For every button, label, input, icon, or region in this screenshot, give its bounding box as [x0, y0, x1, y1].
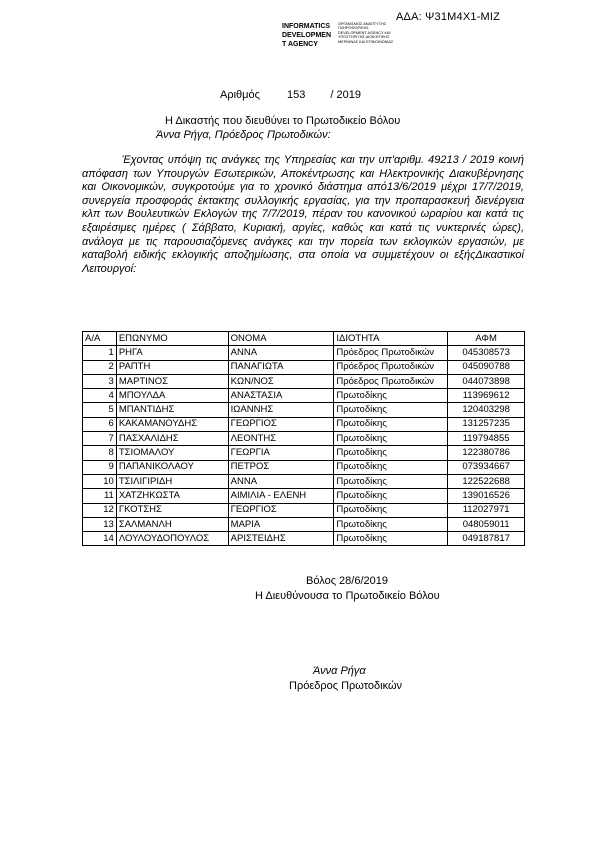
header-surname: ΕΠΩΝΥΜΟ: [116, 332, 228, 346]
cell-afm: 048059011: [448, 517, 525, 531]
cell-surname: ΚΑΚΑΜΑΝΟΥΔΗΣ: [116, 417, 228, 431]
logo-sub-text: ΟΡΓΑΝΙΣΜΟΣ ΑΝΑΠΤΥΞΗΣ ΠΛΗΡΟΦΟΡΙΚΗΣ DEVELOPMENT AGENCY ΚΑΙ ΥΠΟΣΤΗΡΙΞΗΣ ΔΙΟΙΚΗΤΙΚΗΣ ΜΕΡΙΜΝΑΣ ΚΑΙ ΕΠΙΚΟΙΝΩΝΙΑΣ: [338, 22, 394, 44]
cell-afm: 139016526: [448, 489, 525, 503]
cell-surname: ΤΣΙΛΙΓΙΡΙΔΗ: [116, 474, 228, 488]
cell-surname: ΠΑΣΧΑΛΙΔΗΣ: [116, 432, 228, 446]
cell-surname: ΓΚΟΤΣΗΣ: [116, 503, 228, 517]
informatics-development-agency-logo: [282, 22, 402, 58]
table-row: [83, 460, 525, 474]
signature-title: Πρόεδρος Πρωτοδικών: [289, 680, 403, 692]
cell-name: ΙΩΑΝΝΗΣ: [228, 403, 334, 417]
cell-aa: 12: [83, 503, 117, 517]
cell-afm: 113969612: [448, 389, 525, 403]
cell-role: Πρόεδρος Πρωτοδικών: [334, 346, 448, 360]
cell-afm: 044073898: [448, 374, 525, 388]
header-line-2: Άννα Ρήγα, Πρόεδρος Πρωτοδικών:: [156, 129, 331, 141]
table-row: [83, 360, 525, 374]
cell-role: Πρωτοδίκης: [334, 474, 448, 488]
cell-role: Πρωτοδίκης: [334, 460, 448, 474]
cell-afm: 122380786: [448, 446, 525, 460]
cell-aa: 14: [83, 532, 117, 546]
cell-aa: 10: [83, 474, 117, 488]
cell-aa: 11: [83, 489, 117, 503]
cell-role: Πρωτοδίκης: [334, 446, 448, 460]
number-year: / 2019: [330, 89, 361, 101]
table-row: [83, 503, 525, 517]
cell-afm: 045090788: [448, 360, 525, 374]
cell-name: ΠΑΝΑΓΙΩΤΑ: [228, 360, 334, 374]
cell-aa: 9: [83, 460, 117, 474]
body-paragraph: Έχοντας υπόψη τις ανάγκες της Υπηρεσίας και την υπ'αριθμ. 49213 / 2019 κοινή απόφαση των Υπουργών Εσωτερικών, Αποκέντρωσης και Ηλεκτρονικής Διακυβέρνησης και Οικονομικών, συγκροτούμε για το χρονικό διάστημα από13/6/2019 μέχρι 17/7/2019, συνεργεία προσφοράς έκτακτης συλλογικής εργασίας, για την προπαρασκευή διενέργεια κλπ των Βουλευτικών Εκλογών της 7/7/2019, πέραν του κανονικού ωραρίου και κατά τις εξαιρέσιμες ημέρες ( Σάββατο, Κυριακή, αργίες, καθώς και κατά τις νυκτερινές ώρες), ανάλογα με τις παρουσιαζόμενες ανάγκες και την πορεία των εκλογικών εργασιών, με καταβολή ειδικής εκλογικής αποζημίωσης, στα οποία να συμμετέχουν οι εξήςΔικαστικοί Λειτουργοί:: [82, 154, 524, 275]
cell-aa: 4: [83, 389, 117, 403]
table-row: [83, 389, 525, 403]
table-row: [83, 346, 525, 360]
cell-surname: ΜΠΑΝΤΙΔΗΣ: [116, 403, 228, 417]
header-line-1: Η Δικαστής που διευθύνει το Πρωτοδικείο Βόλου: [165, 115, 401, 127]
number-value: 153: [286, 89, 306, 101]
cell-name: ΑΙΜΙΛΙΑ - ΕΛΕΝΗ: [228, 489, 334, 503]
cell-role: Πρωτοδίκης: [334, 432, 448, 446]
table-row: [83, 403, 525, 417]
cell-surname: ΡΑΠΤΗ: [116, 360, 228, 374]
cell-afm: 049187817: [448, 532, 525, 546]
cell-aa: 2: [83, 360, 117, 374]
cell-surname: ΣΑΛΜΑΝΛΗ: [116, 517, 228, 531]
cell-surname: ΡΗΓΑ: [116, 346, 228, 360]
cell-name: ΛΕΟΝΤΗΣ: [228, 432, 334, 446]
signature-name: Άννα Ρήγα: [313, 665, 366, 677]
judges-table: [82, 331, 525, 546]
cell-name: ΓΕΩΡΓΙΟΣ: [228, 503, 334, 517]
cell-role: Πρωτοδίκης: [334, 532, 448, 546]
number-label: Αριθμός: [220, 89, 260, 101]
header-name: ΟΝΟΜΑ: [228, 332, 334, 346]
decision-number: [220, 89, 361, 101]
cell-role: Πρόεδρος Πρωτοδικών: [334, 360, 448, 374]
cell-aa: 8: [83, 446, 117, 460]
cell-aa: 6: [83, 417, 117, 431]
cell-surname: ΧΑΤΖΗΚΩΣΤΑ: [116, 489, 228, 503]
cell-name: ΚΩΝ/ΝΟΣ: [228, 374, 334, 388]
cell-aa: 7: [83, 432, 117, 446]
cell-name: ΠΕΤΡΟΣ: [228, 460, 334, 474]
table-row: [83, 517, 525, 531]
cell-name: ΓΕΩΡΓΙΑ: [228, 446, 334, 460]
cell-aa: 1: [83, 346, 117, 360]
cell-name: ΑΝΝΑ: [228, 346, 334, 360]
cell-role: Πρωτοδίκης: [334, 403, 448, 417]
cell-role: Πρωτοδίκης: [334, 517, 448, 531]
cell-name: ΑΝΝΑ: [228, 474, 334, 488]
cell-afm: 120403298: [448, 403, 525, 417]
cell-role: Πρωτοδίκης: [334, 389, 448, 403]
cell-afm: 131257235: [448, 417, 525, 431]
cell-role: Πρωτοδίκης: [334, 417, 448, 431]
cell-afm: 119794855: [448, 432, 525, 446]
signed-by: Η Διευθύνουσα το Πρωτοδικείο Βόλου: [255, 590, 440, 602]
cell-afm: 122522688: [448, 474, 525, 488]
table-row: [83, 474, 525, 488]
cell-aa: 3: [83, 374, 117, 388]
cell-afm: 112027971: [448, 503, 525, 517]
header-afm: ΑΦΜ: [448, 332, 525, 346]
cell-role: Πρωτοδίκης: [334, 489, 448, 503]
table-row: [83, 374, 525, 388]
table-row: [83, 532, 525, 546]
header-role: ΙΔΙΟΤΗΤΑ: [334, 332, 448, 346]
table-row: [83, 432, 525, 446]
cell-name: ΓΕΩΡΓΙΟΣ: [228, 417, 334, 431]
header-aa: Α/Α: [83, 332, 117, 346]
cell-role: Πρόεδρος Πρωτοδικών: [334, 374, 448, 388]
cell-name: ΑΝΑΣΤΑΣΙΑ: [228, 389, 334, 403]
cell-name: ΜΑΡΙΑ: [228, 517, 334, 531]
table-row: [83, 446, 525, 460]
cell-aa: 5: [83, 403, 117, 417]
cell-afm: 045308573: [448, 346, 525, 360]
table-header-row: [83, 332, 525, 346]
cell-afm: 073934667: [448, 460, 525, 474]
cell-surname: ΤΣΙΟΜΑΛΟΥ: [116, 446, 228, 460]
cell-surname: ΛΟΥΛΟΥΔΟΠΟΥΛΟΣ: [116, 532, 228, 546]
table-row: [83, 489, 525, 503]
table-row: [83, 417, 525, 431]
cell-aa: 13: [83, 517, 117, 531]
place-date: Βόλος 28/6/2019: [306, 575, 388, 587]
cell-name: ΑΡΙΣΤΕΙΔΗΣ: [228, 532, 334, 546]
ada-code: ΑΔΑ: Ψ31Μ4Χ1-ΜΙΖ: [396, 11, 501, 23]
logo-main-text: INFORMATICS DEVELOPMEN T AGENCY: [282, 23, 332, 48]
cell-surname: ΜΠΟΥΛΔΑ: [116, 389, 228, 403]
cell-surname: ΜΑΡΤΙΝΟΣ: [116, 374, 228, 388]
cell-role: Πρωτοδίκης: [334, 503, 448, 517]
cell-surname: ΠΑΠΑΝΙΚΟΛΑΟΥ: [116, 460, 228, 474]
